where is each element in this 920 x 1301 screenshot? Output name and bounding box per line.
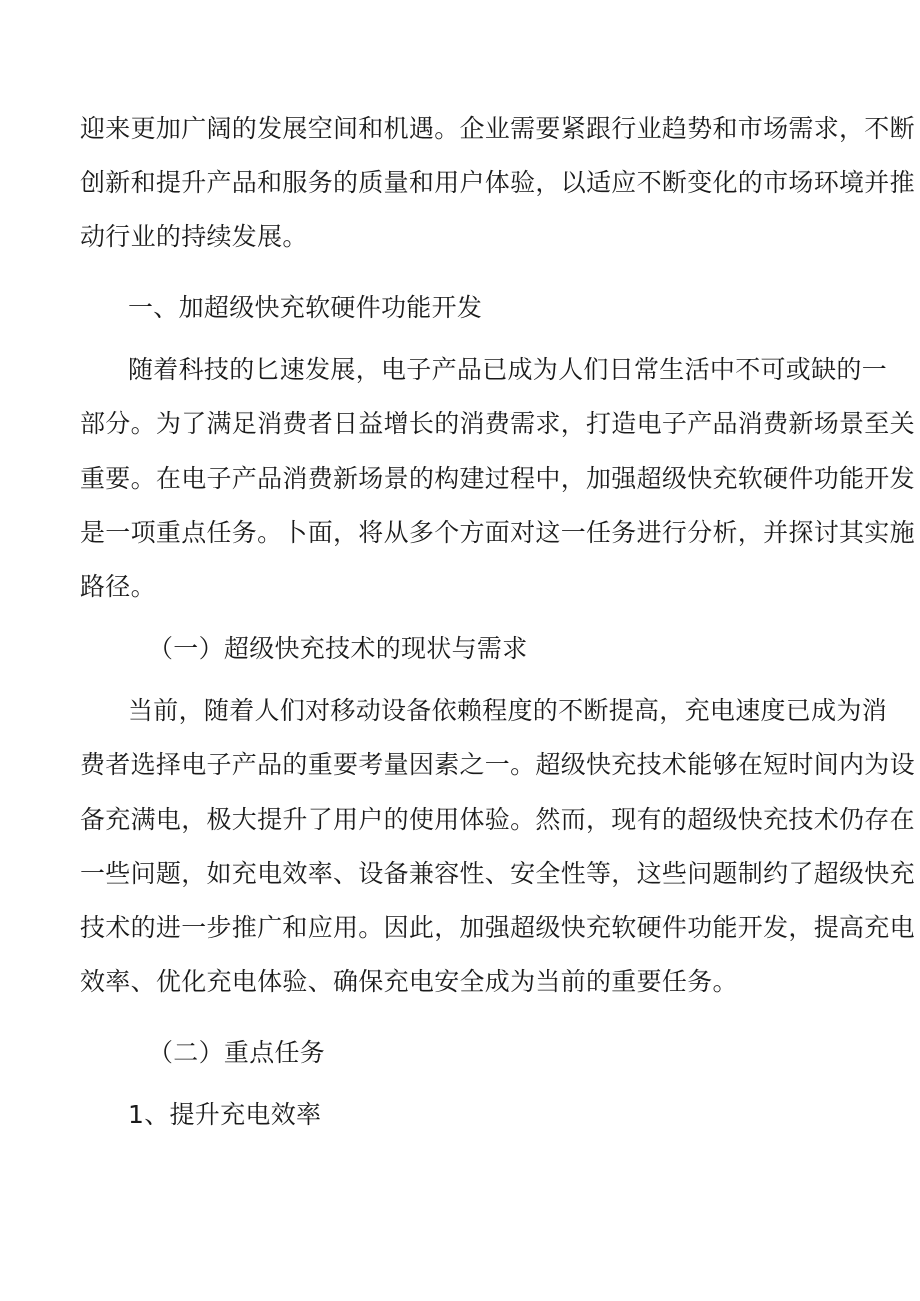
paragraph-line: 随着科技的匕速发展，电子产品已成为人们日常生活中不可或缺的一 [128,355,888,384]
paragraph-line: 路径。 [80,572,156,601]
subsection-heading: （二）重点任务 [148,1038,326,1067]
numbered-heading: 1、提升充电效率 [128,1100,322,1129]
paragraph-line: 是一项重点任务。卜面，将从多个方面对这一任务进行分析，并探讨其实施 [80,518,915,547]
paragraph-line: 效率、优化充电体验、确保充电安全成为当前的重要任务。 [80,967,738,996]
paragraph-line: 费者选择电子产品的重要考量因素之一。超级快充技术能够在短时间内为设 [80,750,915,779]
paragraph-line: 部分。为了满足消费者日益增长的消费需求，打造电子产品消费新场景至关 [80,409,915,438]
paragraph-line: 迎来更加广阔的发展空间和机遇。企业需要紧跟行业趋势和市场需求，不断 [80,114,915,143]
paragraph-line: 备充满电，极大提升了用户的使用体验。然而，现有的超级快充技术仍存在 [80,805,915,834]
paragraph-line: 动行业的持续发展。 [80,222,308,251]
paragraph-line: 重要。在电子产品消费新场景的构建过程中，加强超级快充软硬件功能开发 [80,464,915,493]
paragraph-line: 一些问题，如充电效率、设备兼容性、安全性等，这些问题制约了超级快充 [80,859,915,888]
paragraph-line: 当前，随着人们对移动设备依赖程度的不断提高，充电速度已成为消 [128,696,888,725]
section-heading: 一、加超级快充软硬件功能开发 [128,293,483,322]
paragraph-line: 创新和提升产品和服务的质量和用户体验，以适应不断变化的市场环境并推 [80,168,915,197]
paragraph-line: 技术的进一步推广和应用。因此，加强超级快充软硬件功能开发，提高充电 [80,913,915,942]
subsection-heading: （一）超级快充技术的现状与需求 [148,634,528,663]
